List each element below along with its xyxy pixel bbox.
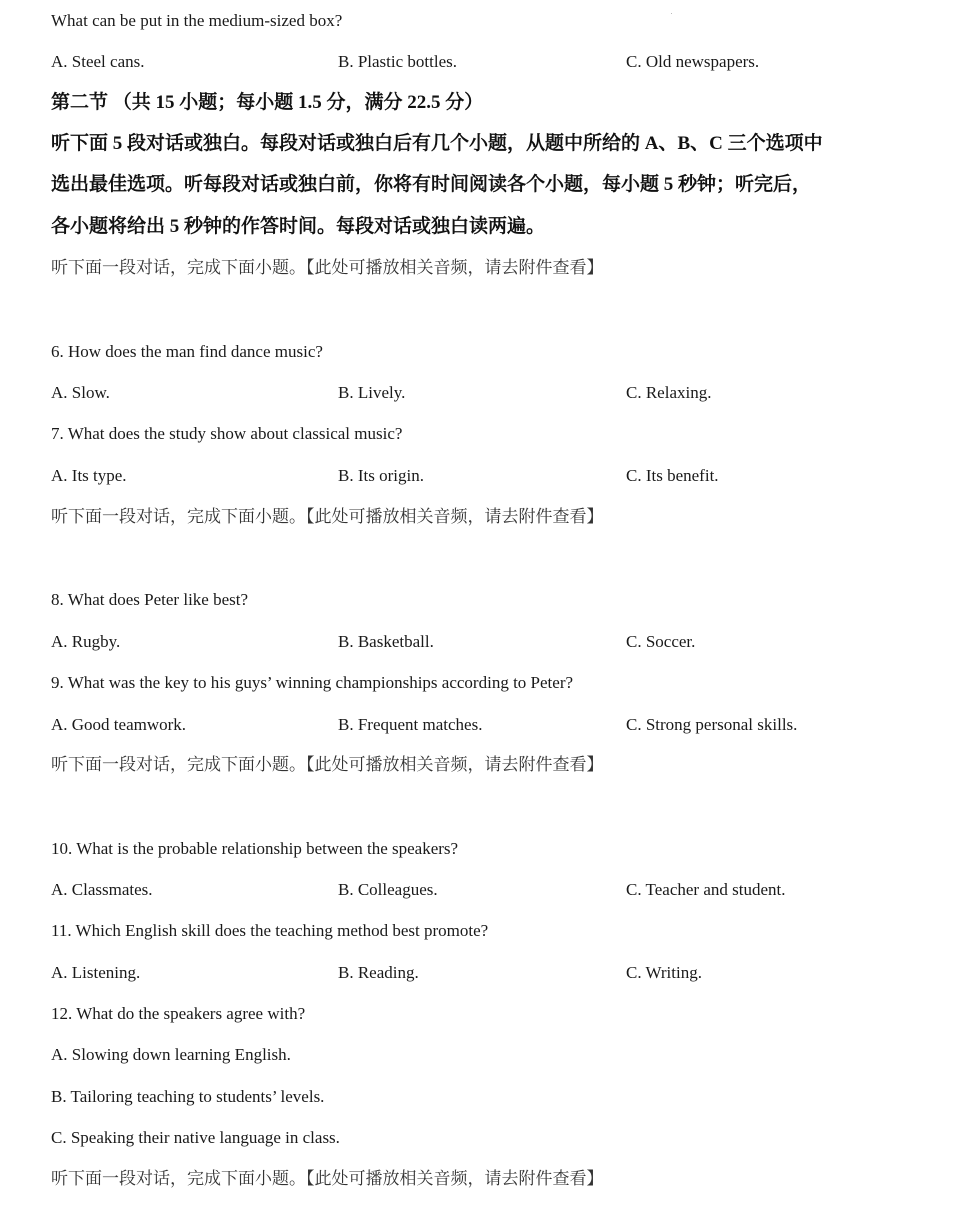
q12-option-c: C. Speaking their native language in class. bbox=[51, 1128, 340, 1147]
q10-option-a: A. Classmates. bbox=[51, 880, 153, 899]
question-5-text: What can be put in the medium-sized box? bbox=[51, 11, 343, 30]
question-10-text: 10. What is the probable relationship between the speakers? bbox=[51, 839, 459, 858]
audio-note: 听下面一段对话，完成下面小题。【此处可播放相关音频，请去附件查看】 bbox=[51, 755, 604, 774]
q7-option-b: B. Its origin. bbox=[338, 466, 424, 485]
q5-option-b: B. Plastic bottles. bbox=[338, 52, 457, 71]
section-instructions-line-1: 听下面 5 段对话或独白。每段对话或独白后有几个小题，从题中所给的 A、B、C 三个选项中 bbox=[51, 133, 823, 154]
q12-option-a: A. Slowing down learning English. bbox=[51, 1045, 291, 1064]
q12-option-b: B. Tailoring teaching to students’ levels. bbox=[51, 1087, 325, 1106]
q10-option-c: C. Teacher and student. bbox=[626, 880, 786, 899]
q9-option-c: C. Strong personal skills. bbox=[626, 715, 798, 734]
section-instructions-line-3: 各小题将给出 5 秒钟的作答时间。每段对话或独白读两遍。 bbox=[51, 216, 546, 237]
question-12-text: 12. What do the speakers agree with? bbox=[51, 1004, 306, 1023]
q11-option-c: C. Writing. bbox=[626, 963, 702, 982]
q11-option-b: B. Reading. bbox=[338, 963, 419, 982]
question-9-text: 9. What was the key to his guys’ winning championships according to Peter? bbox=[51, 673, 574, 692]
q9-option-b: B. Frequent matches. bbox=[338, 715, 483, 734]
scan-speck bbox=[671, 13, 672, 14]
question-7-text: 7. What does the study show about classical music? bbox=[51, 424, 403, 443]
q5-option-a: A. Steel cans. bbox=[51, 52, 145, 71]
q5-option-c: C. Old newspapers. bbox=[626, 52, 760, 71]
question-6-text: 6. How does the man find dance music? bbox=[51, 342, 323, 361]
q10-option-b: B. Colleagues. bbox=[338, 880, 438, 899]
q9-option-a: A. Good teamwork. bbox=[51, 715, 187, 734]
audio-note: 听下面一段对话，完成下面小题。【此处可播放相关音频，请去附件查看】 bbox=[51, 507, 604, 526]
q8-option-b: B. Basketball. bbox=[338, 632, 434, 651]
q6-option-a: A. Slow. bbox=[51, 383, 110, 402]
q11-option-a: A. Listening. bbox=[51, 963, 141, 982]
q8-option-c: C. Soccer. bbox=[626, 632, 696, 651]
q7-option-c: C. Its benefit. bbox=[626, 466, 719, 485]
question-8-text: 8. What does Peter like best? bbox=[51, 590, 249, 609]
q6-option-b: B. Lively. bbox=[338, 383, 406, 402]
section-instructions-line-2: 选出最佳选项。听每段对话或独白前，你将有时间阅读各个小题，每小题 5 秒钟；听完后， bbox=[51, 174, 812, 195]
question-11-text: 11. Which English skill does the teaching method best promote? bbox=[51, 921, 489, 940]
audio-note: 听下面一段对话，完成下面小题。【此处可播放相关音频，请去附件查看】 bbox=[51, 1169, 604, 1188]
section-title: 第二节 （共 15 小题；每小题 1.5 分，满分 22.5 分） bbox=[51, 92, 484, 113]
q8-option-a: A. Rugby. bbox=[51, 632, 121, 651]
q6-option-c: C. Relaxing. bbox=[626, 383, 712, 402]
q7-option-a: A. Its type. bbox=[51, 466, 127, 485]
audio-note: 听下面一段对话，完成下面小题。【此处可播放相关音频，请去附件查看】 bbox=[51, 258, 604, 277]
